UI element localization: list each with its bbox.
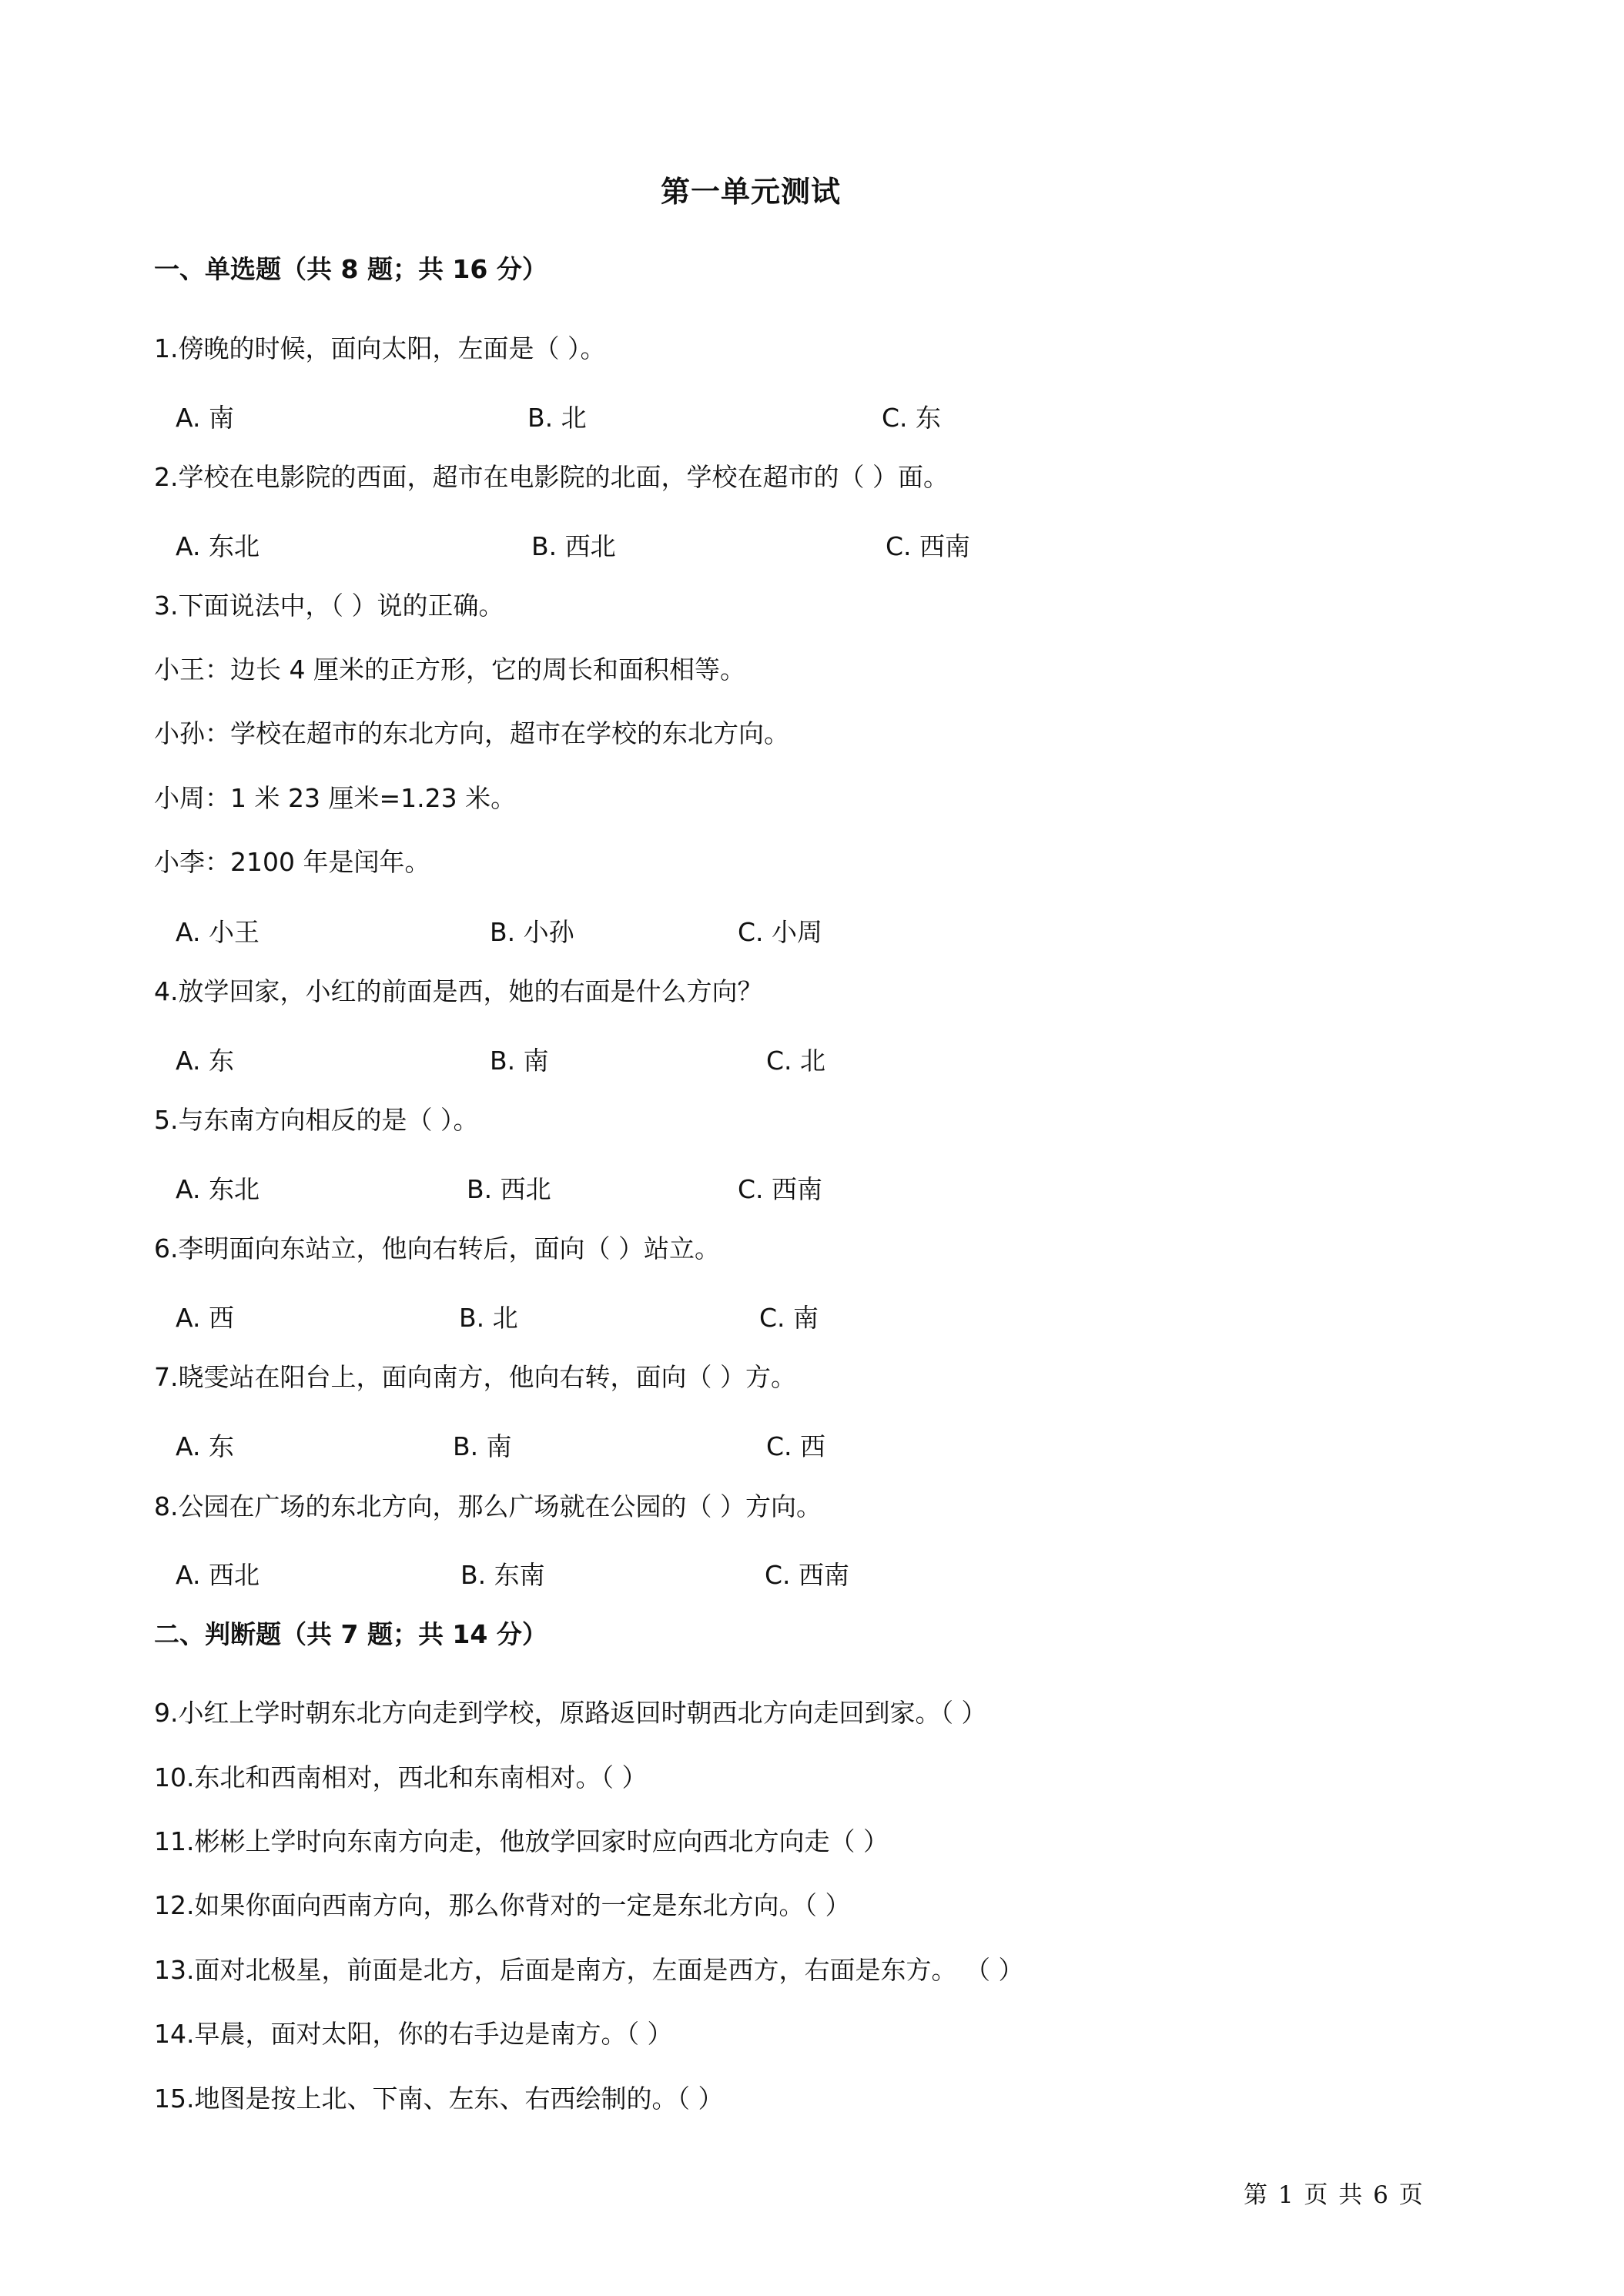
option-c: C. 东: [882, 403, 942, 433]
question-3-statement-4: 小李：2100 年是闰年。: [154, 847, 430, 877]
question-7: 7.晓雯站在阳台上，面向南方，他向右转，面向（ ）方。: [154, 1362, 796, 1392]
option-c: C. 西南: [886, 531, 971, 561]
page-number-footer: 第 1 页 共 6 页: [1244, 2181, 1423, 2209]
option-b: B. 北: [459, 1303, 518, 1333]
option-b: B. 西北: [531, 531, 616, 561]
option-b: B. 南: [453, 1431, 512, 1461]
option-c: C. 西南: [765, 1560, 850, 1590]
page-title: 第一单元测试: [660, 175, 841, 209]
question-9: 9.小红上学时朝东北方向走到学校，原路返回时朝西北方向走回到家。（ ）: [154, 1698, 987, 1728]
option-b: B. 北: [527, 403, 587, 433]
question-2: 2.学校在电影院的西面，超市在电影院的北面，学校在超市的（ ）面。: [154, 462, 949, 492]
option-a: A. 东北: [176, 531, 260, 561]
question-3: 3.下面说法中，（ ）说的正确。: [154, 591, 504, 621]
option-a: A. 西: [176, 1303, 234, 1333]
option-b: B. 小孙: [490, 917, 574, 947]
option-a: A. 西北: [176, 1560, 260, 1590]
question-4-options: [176, 1041, 1100, 1076]
option-a: A. 南: [176, 403, 234, 433]
question-6-options: [176, 1298, 1100, 1333]
question-6: 6.李明面向东站立，他向右转后，面向（ ）站立。: [154, 1233, 720, 1263]
question-10: 10.东北和西南相对，西北和东南相对。（ ）: [154, 1762, 648, 1792]
section-heading-true-false: 二、判断题（共 7 题；共 14 分）: [154, 1619, 547, 1649]
option-a: A. 小王: [176, 917, 260, 947]
option-c: C. 南: [759, 1303, 819, 1333]
question-7-options: [176, 1427, 1100, 1459]
option-a: A. 东北: [176, 1174, 260, 1204]
option-c: C. 小周: [738, 917, 823, 947]
option-b: B. 南: [490, 1046, 549, 1076]
option-c: C. 西南: [738, 1174, 823, 1204]
question-3-statement-1: 小王：边长 4 厘米的正方形，它的周长和面积相等。: [154, 654, 745, 684]
question-13: 13.面对北极星，前面是北方，后面是南方，左面是西方，右面是东方。 （ ）: [154, 1955, 1024, 1985]
question-8: 8.公园在广场的东北方向，那么广场就在公园的（ ）方向。: [154, 1491, 822, 1521]
question-15: 15.地图是按上北、下南、左东、右西绘制的。（ ）: [154, 2083, 724, 2114]
option-c: C. 北: [766, 1046, 826, 1076]
question-3-options: [176, 912, 1100, 945]
question-8-options: [176, 1555, 1100, 1588]
question-3-statement-3: 小周：1 米 23 厘米=1.23 米。: [154, 783, 517, 813]
question-5: 5.与东南方向相反的是（ ）。: [154, 1105, 479, 1135]
question-1-options: [176, 398, 1100, 433]
option-a: A. 东: [176, 1431, 234, 1461]
option-b: B. 西北: [467, 1174, 551, 1204]
question-11: 11.彬彬上学时向东南方向走，他放学回家时应向西北方向走（ ）: [154, 1826, 889, 1856]
option-a: A. 东: [176, 1046, 234, 1076]
section-heading-single-choice: 一、单选题（共 8 题；共 16 分）: [154, 254, 547, 284]
option-c: C. 西: [766, 1431, 826, 1461]
question-5-options: [176, 1170, 1100, 1202]
question-14: 14.早晨，面对太阳，你的右手边是南方。（ ）: [154, 2019, 673, 2049]
question-1: 1.傍晚的时候，面向太阳，左面是（ ）。: [154, 333, 606, 363]
question-2-options: [176, 527, 1100, 559]
question-4: 4.放学回家，小红的前面是西，她的右面是什么方向？: [154, 976, 763, 1006]
option-b: B. 东南: [460, 1560, 545, 1590]
question-3-statement-2: 小孙：学校在超市的东北方向，超市在学校的东北方向。: [154, 718, 789, 748]
question-12: 12.如果你面向西南方向，那么你背对的一定是东北方向。（ ）: [154, 1890, 851, 1920]
